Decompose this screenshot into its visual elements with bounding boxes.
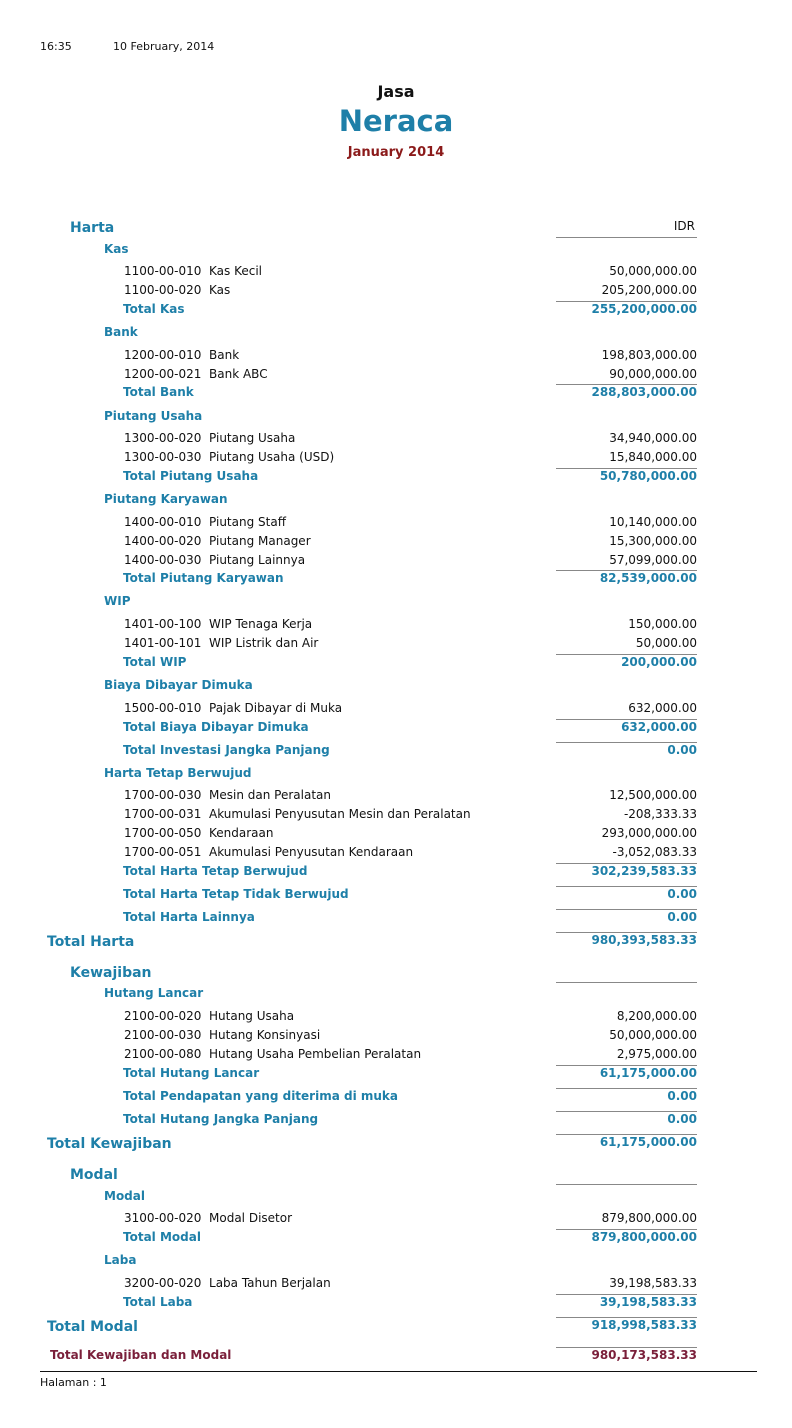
- account-amount: 57,099,000.00: [609, 553, 697, 567]
- account-amount: 12,500,000.00: [609, 788, 697, 802]
- account-row: 1300-00-020 Piutang Usaha: [124, 431, 296, 445]
- page-number: Halaman : 1: [40, 1376, 107, 1389]
- group-hutang-lancar: Hutang Lancar: [104, 986, 204, 1000]
- account-amount: 15,300,000.00: [609, 534, 697, 548]
- total-hutang-jangka-panjang-amount: 0.00: [667, 1112, 697, 1126]
- account-amount: 50,000,000.00: [609, 1028, 697, 1042]
- account-row: 1401-00-101 WIP Listrik dan Air: [124, 636, 319, 650]
- account-row: 1400-00-020 Piutang Manager: [124, 534, 311, 548]
- group-piutang-karyawan: Piutang Karyawan: [104, 492, 228, 506]
- account-row: 2100-00-020 Hutang Usaha: [124, 1009, 295, 1023]
- account-row: 1200-00-021 Bank ABC: [124, 367, 268, 381]
- total-hutang-lancar-label: Total Hutang Lancar: [123, 1066, 260, 1080]
- account-row: 1200-00-010 Bank: [124, 348, 240, 362]
- group-kas: Kas: [104, 242, 129, 256]
- account-amount: 293,000,000.00: [601, 826, 697, 840]
- account-amount: 2,975,000.00: [616, 1047, 697, 1061]
- account-row: 1700-00-030 Mesin dan Peralatan: [124, 788, 331, 802]
- total-biaya-dimuka-amount: 632,000.00: [621, 720, 697, 734]
- report-period: January 2014: [347, 145, 445, 160]
- total-piutang-karyawan-amount: 82,539,000.00: [599, 571, 697, 585]
- account-amount: 8,200,000.00: [616, 1009, 697, 1023]
- print-date: 10 February, 2014: [113, 40, 215, 53]
- group-piutang-usaha: Piutang Usaha: [104, 409, 203, 423]
- account-row: 3200-00-020 Laba Tahun Berjalan: [124, 1276, 331, 1290]
- total-tetap-berwujud-amount: 302,239,583.33: [591, 864, 697, 878]
- account-row: 1400-00-010 Piutang Staff: [124, 515, 286, 529]
- total-harta-lainnya-label: Total Harta Lainnya: [123, 910, 255, 924]
- total-laba-amount: 39,198,583.33: [599, 1295, 697, 1309]
- account-amount: 90,000,000.00: [609, 367, 697, 381]
- account-amount: 39,198,583.33: [609, 1276, 697, 1290]
- account-amount: 34,940,000.00: [609, 431, 697, 445]
- account-row: 1700-00-051 Akumulasi Penyusutan Kendaraan: [124, 845, 414, 859]
- section-harta: Harta: [70, 220, 115, 236]
- print-time: 16:35: [40, 40, 72, 53]
- group-wip: WIP: [104, 594, 131, 608]
- total-hutang-lancar-amount: 61,175,000.00: [599, 1066, 697, 1080]
- account-amount: 150,000.00: [628, 617, 697, 631]
- total-investasi-label: Total Investasi Jangka Panjang: [123, 743, 330, 757]
- section-kewajiban: Kewajiban: [70, 965, 152, 981]
- total-piutang-usaha-label: Total Piutang Usaha: [123, 469, 259, 483]
- currency-label: IDR: [673, 219, 695, 233]
- total-bank-label: Total Bank: [123, 385, 194, 399]
- account-row: 1700-00-031 Akumulasi Penyusutan Mesin dan Peralatan: [124, 807, 471, 821]
- total-piutang-karyawan-label: Total Piutang Karyawan: [123, 571, 284, 585]
- total-wip-label: Total WIP: [123, 655, 187, 669]
- account-row: 1700-00-050 Kendaraan: [124, 826, 274, 840]
- total-pendapatan-dimuka-label: Total Pendapatan yang diterima di muka: [123, 1089, 398, 1103]
- account-amount: 879,800,000.00: [601, 1211, 697, 1225]
- total-investasi-amount: 0.00: [667, 743, 697, 757]
- total-kas-amount: 255,200,000.00: [591, 302, 697, 316]
- group-modal: Modal: [104, 1189, 145, 1203]
- account-amount: 205,200,000.00: [601, 283, 697, 297]
- total-tetap-berwujud-label: Total Harta Tetap Berwujud: [123, 864, 308, 878]
- total-laba-label: Total Laba: [123, 1295, 193, 1309]
- total-modal-label: Total Modal: [47, 1319, 138, 1335]
- divider: [556, 237, 697, 238]
- total-modal-group-label: Total Modal: [123, 1230, 201, 1244]
- divider: [556, 1184, 697, 1185]
- account-amount: -3,052,083.33: [612, 845, 697, 859]
- grand-total-amount: 980,173,583.33: [591, 1348, 697, 1362]
- total-modal-group-amount: 879,800,000.00: [591, 1230, 697, 1244]
- group-bank: Bank: [104, 325, 138, 339]
- account-row: 1400-00-030 Piutang Lainnya: [124, 553, 306, 567]
- total-pendapatan-dimuka-amount: 0.00: [667, 1089, 697, 1103]
- account-amount: 10,140,000.00: [609, 515, 697, 529]
- account-amount: 198,803,000.00: [601, 348, 697, 362]
- total-tidak-berwujud-amount: 0.00: [667, 887, 697, 901]
- account-amount: 50,000,000.00: [609, 264, 697, 278]
- group-biaya-dimuka: Biaya Dibayar Dimuka: [104, 678, 253, 692]
- account-row: 2100-00-080 Hutang Usaha Pembelian Peralatan: [124, 1047, 422, 1061]
- total-hutang-jangka-panjang-label: Total Hutang Jangka Panjang: [123, 1112, 319, 1126]
- total-piutang-usaha-amount: 50,780,000.00: [599, 469, 697, 483]
- account-row: 1100-00-010 Kas Kecil: [124, 264, 263, 278]
- total-biaya-dimuka-label: Total Biaya Dibayar Dimuka: [123, 720, 309, 734]
- group-laba: Laba: [104, 1253, 137, 1267]
- account-row: 3100-00-020 Modal Disetor: [124, 1211, 293, 1225]
- total-kewajiban-label: Total Kewajiban: [47, 1136, 172, 1152]
- group-tetap-berwujud: Harta Tetap Berwujud: [104, 766, 252, 780]
- section-modal: Modal: [70, 1167, 118, 1183]
- account-amount: 50,000.00: [635, 636, 697, 650]
- total-kewajiban-amount: 61,175,000.00: [599, 1135, 697, 1149]
- account-row: 2100-00-030 Hutang Konsinyasi: [124, 1028, 321, 1042]
- total-tidak-berwujud-label: Total Harta Tetap Tidak Berwujud: [123, 887, 349, 901]
- total-harta-amount: 980,393,583.33: [591, 933, 697, 947]
- account-row: 1300-00-030 Piutang Usaha (USD): [124, 450, 335, 464]
- total-wip-amount: 200,000.00: [621, 655, 697, 669]
- total-modal-amount: 918,998,583.33: [591, 1318, 697, 1332]
- report-title: Neraca: [338, 104, 454, 138]
- footer-divider: [40, 1371, 757, 1372]
- account-row: 1100-00-020 Kas: [124, 283, 231, 297]
- total-harta-label: Total Harta: [47, 934, 135, 950]
- total-kas-label: Total Kas: [123, 302, 185, 316]
- account-amount: -208,333.33: [623, 807, 697, 821]
- company-name: Jasa: [377, 82, 415, 101]
- account-amount: 15,840,000.00: [609, 450, 697, 464]
- total-bank-amount: 288,803,000.00: [591, 385, 697, 399]
- total-harta-lainnya-amount: 0.00: [667, 910, 697, 924]
- account-row: 1401-00-100 WIP Tenaga Kerja: [124, 617, 313, 631]
- divider: [556, 982, 697, 983]
- account-row: 1500-00-010 Pajak Dibayar di Muka: [124, 701, 343, 715]
- grand-total-label: Total Kewajiban dan Modal: [50, 1348, 232, 1362]
- account-amount: 632,000.00: [628, 701, 697, 715]
